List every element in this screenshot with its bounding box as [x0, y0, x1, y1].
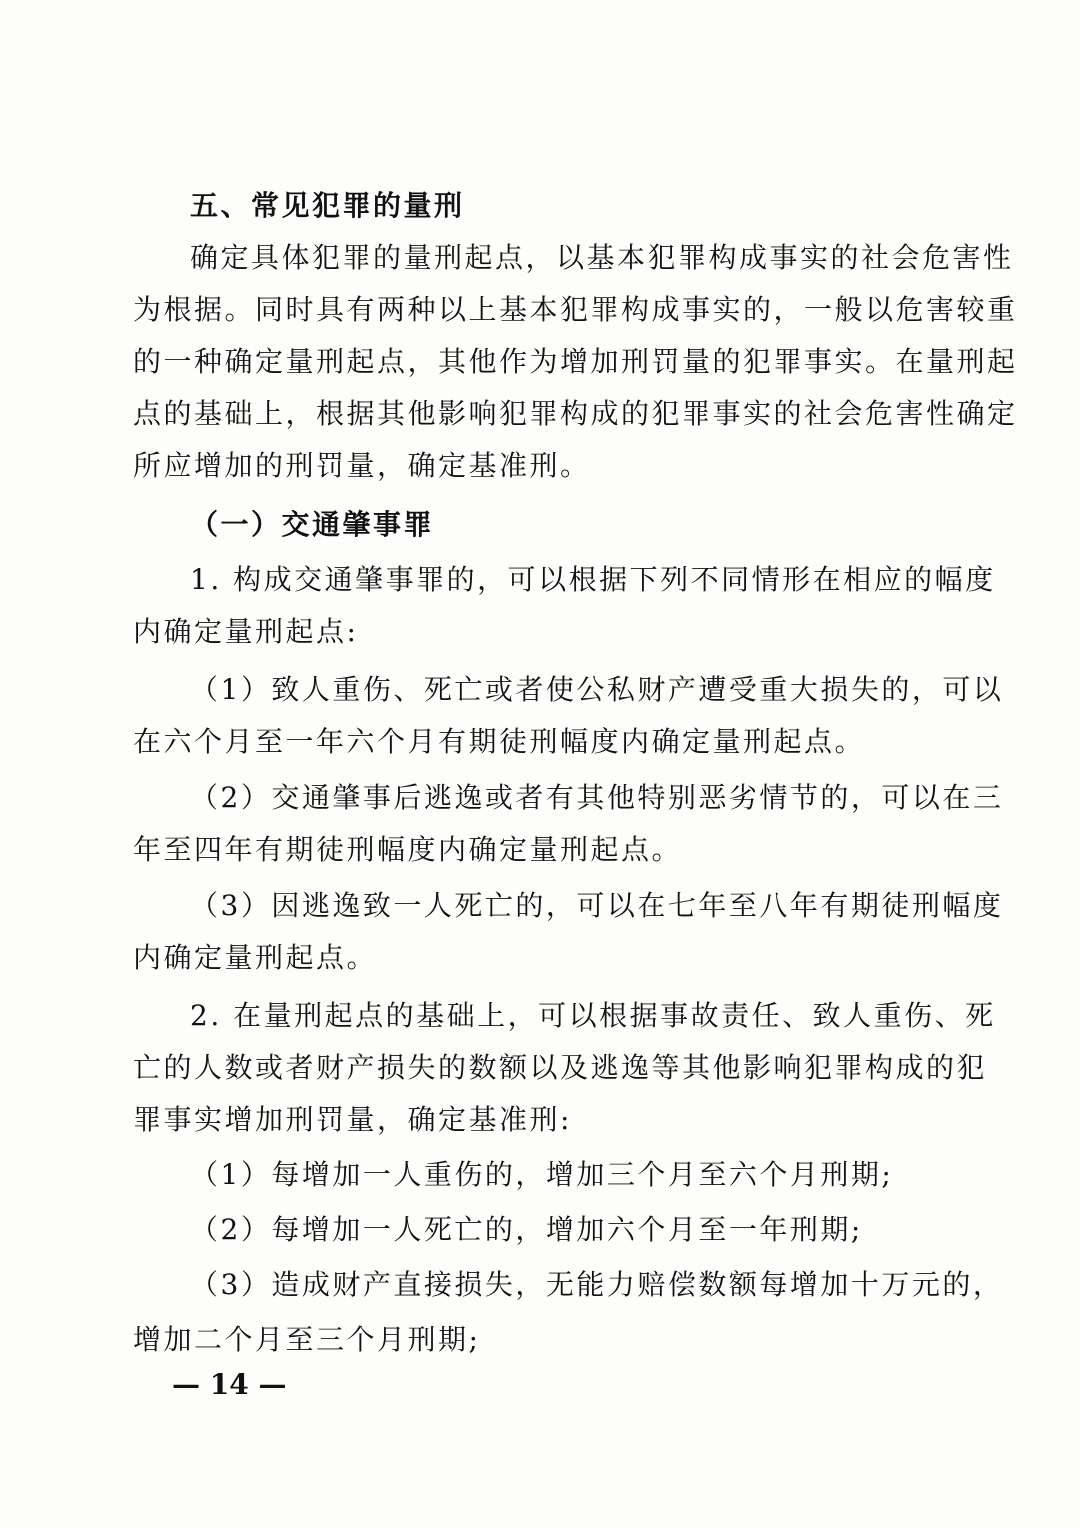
- section-heading: 五、常见犯罪的量刑: [190, 189, 465, 222]
- item1-sub2-line-2: 年至四年有期徒刑幅度内确定量刑起点。: [133, 833, 683, 866]
- intro-line-3: 的一种确定量刑起点，其他作为增加刑罚量的犯罪事实。在量刑起: [133, 345, 1018, 378]
- item2-line-3: 罪事实增加刑罚量，确定基准刑:: [133, 1103, 572, 1136]
- intro-line-4: 点的基础上，根据其他影响犯罪构成的犯罪事实的社会危害性确定: [133, 397, 1018, 430]
- intro-line-2: 为根据。同时具有两种以上基本犯罪构成事实的，一般以危害较重: [133, 293, 1018, 326]
- item2-sub3-line-1: （3）造成财产直接损失，无能力赔偿数额每增加十万元的，: [190, 1268, 1004, 1301]
- intro-line-1: 确定具体犯罪的量刑起点，以基本犯罪构成事实的社会危害性: [190, 241, 1014, 274]
- item2-sub2: （2）每增加一人死亡的，增加六个月至一年刑期;: [190, 1213, 863, 1246]
- intro-line-5: 所应增加的刑罚量，确定基准刑。: [133, 449, 591, 482]
- item1-sub3-line-1: （3）因逃逸致一人死亡的，可以在七年至八年有期徒刑幅度: [190, 889, 1004, 922]
- item1-line-1: 1. 构成交通肇事罪的，可以根据下列不同情形在相应的幅度: [190, 563, 996, 596]
- subsection-heading: （一）交通肇事罪: [190, 508, 435, 541]
- item2-sub1: （1）每增加一人重伤的，增加三个月至六个月刑期;: [190, 1158, 894, 1191]
- item2-line-1: 2. 在量刑起点的基础上，可以根据事故责任、致人重伤、死: [190, 999, 996, 1032]
- item1-sub1-line-2: 在六个月至一年六个月有期徒刑幅度内确定量刑起点。: [133, 725, 866, 758]
- item2-line-2: 亡的人数或者财产损失的数额以及逃逸等其他影响犯罪构成的犯: [133, 1051, 988, 1084]
- item1-sub2-line-1: （2）交通肇事后逃逸或者有其他特别恶劣情节的，可以在三: [190, 781, 1004, 814]
- page-number: — 14 —: [172, 1368, 287, 1401]
- item1-line-2: 内确定量刑起点:: [133, 615, 359, 648]
- item1-sub1-line-1: （1）致人重伤、死亡或者使公私财产遭受重大损失的，可以: [190, 673, 1004, 706]
- item1-sub3-line-2: 内确定量刑起点。: [133, 941, 378, 974]
- item2-sub3-line-2: 增加二个月至三个月刑期;: [133, 1323, 481, 1356]
